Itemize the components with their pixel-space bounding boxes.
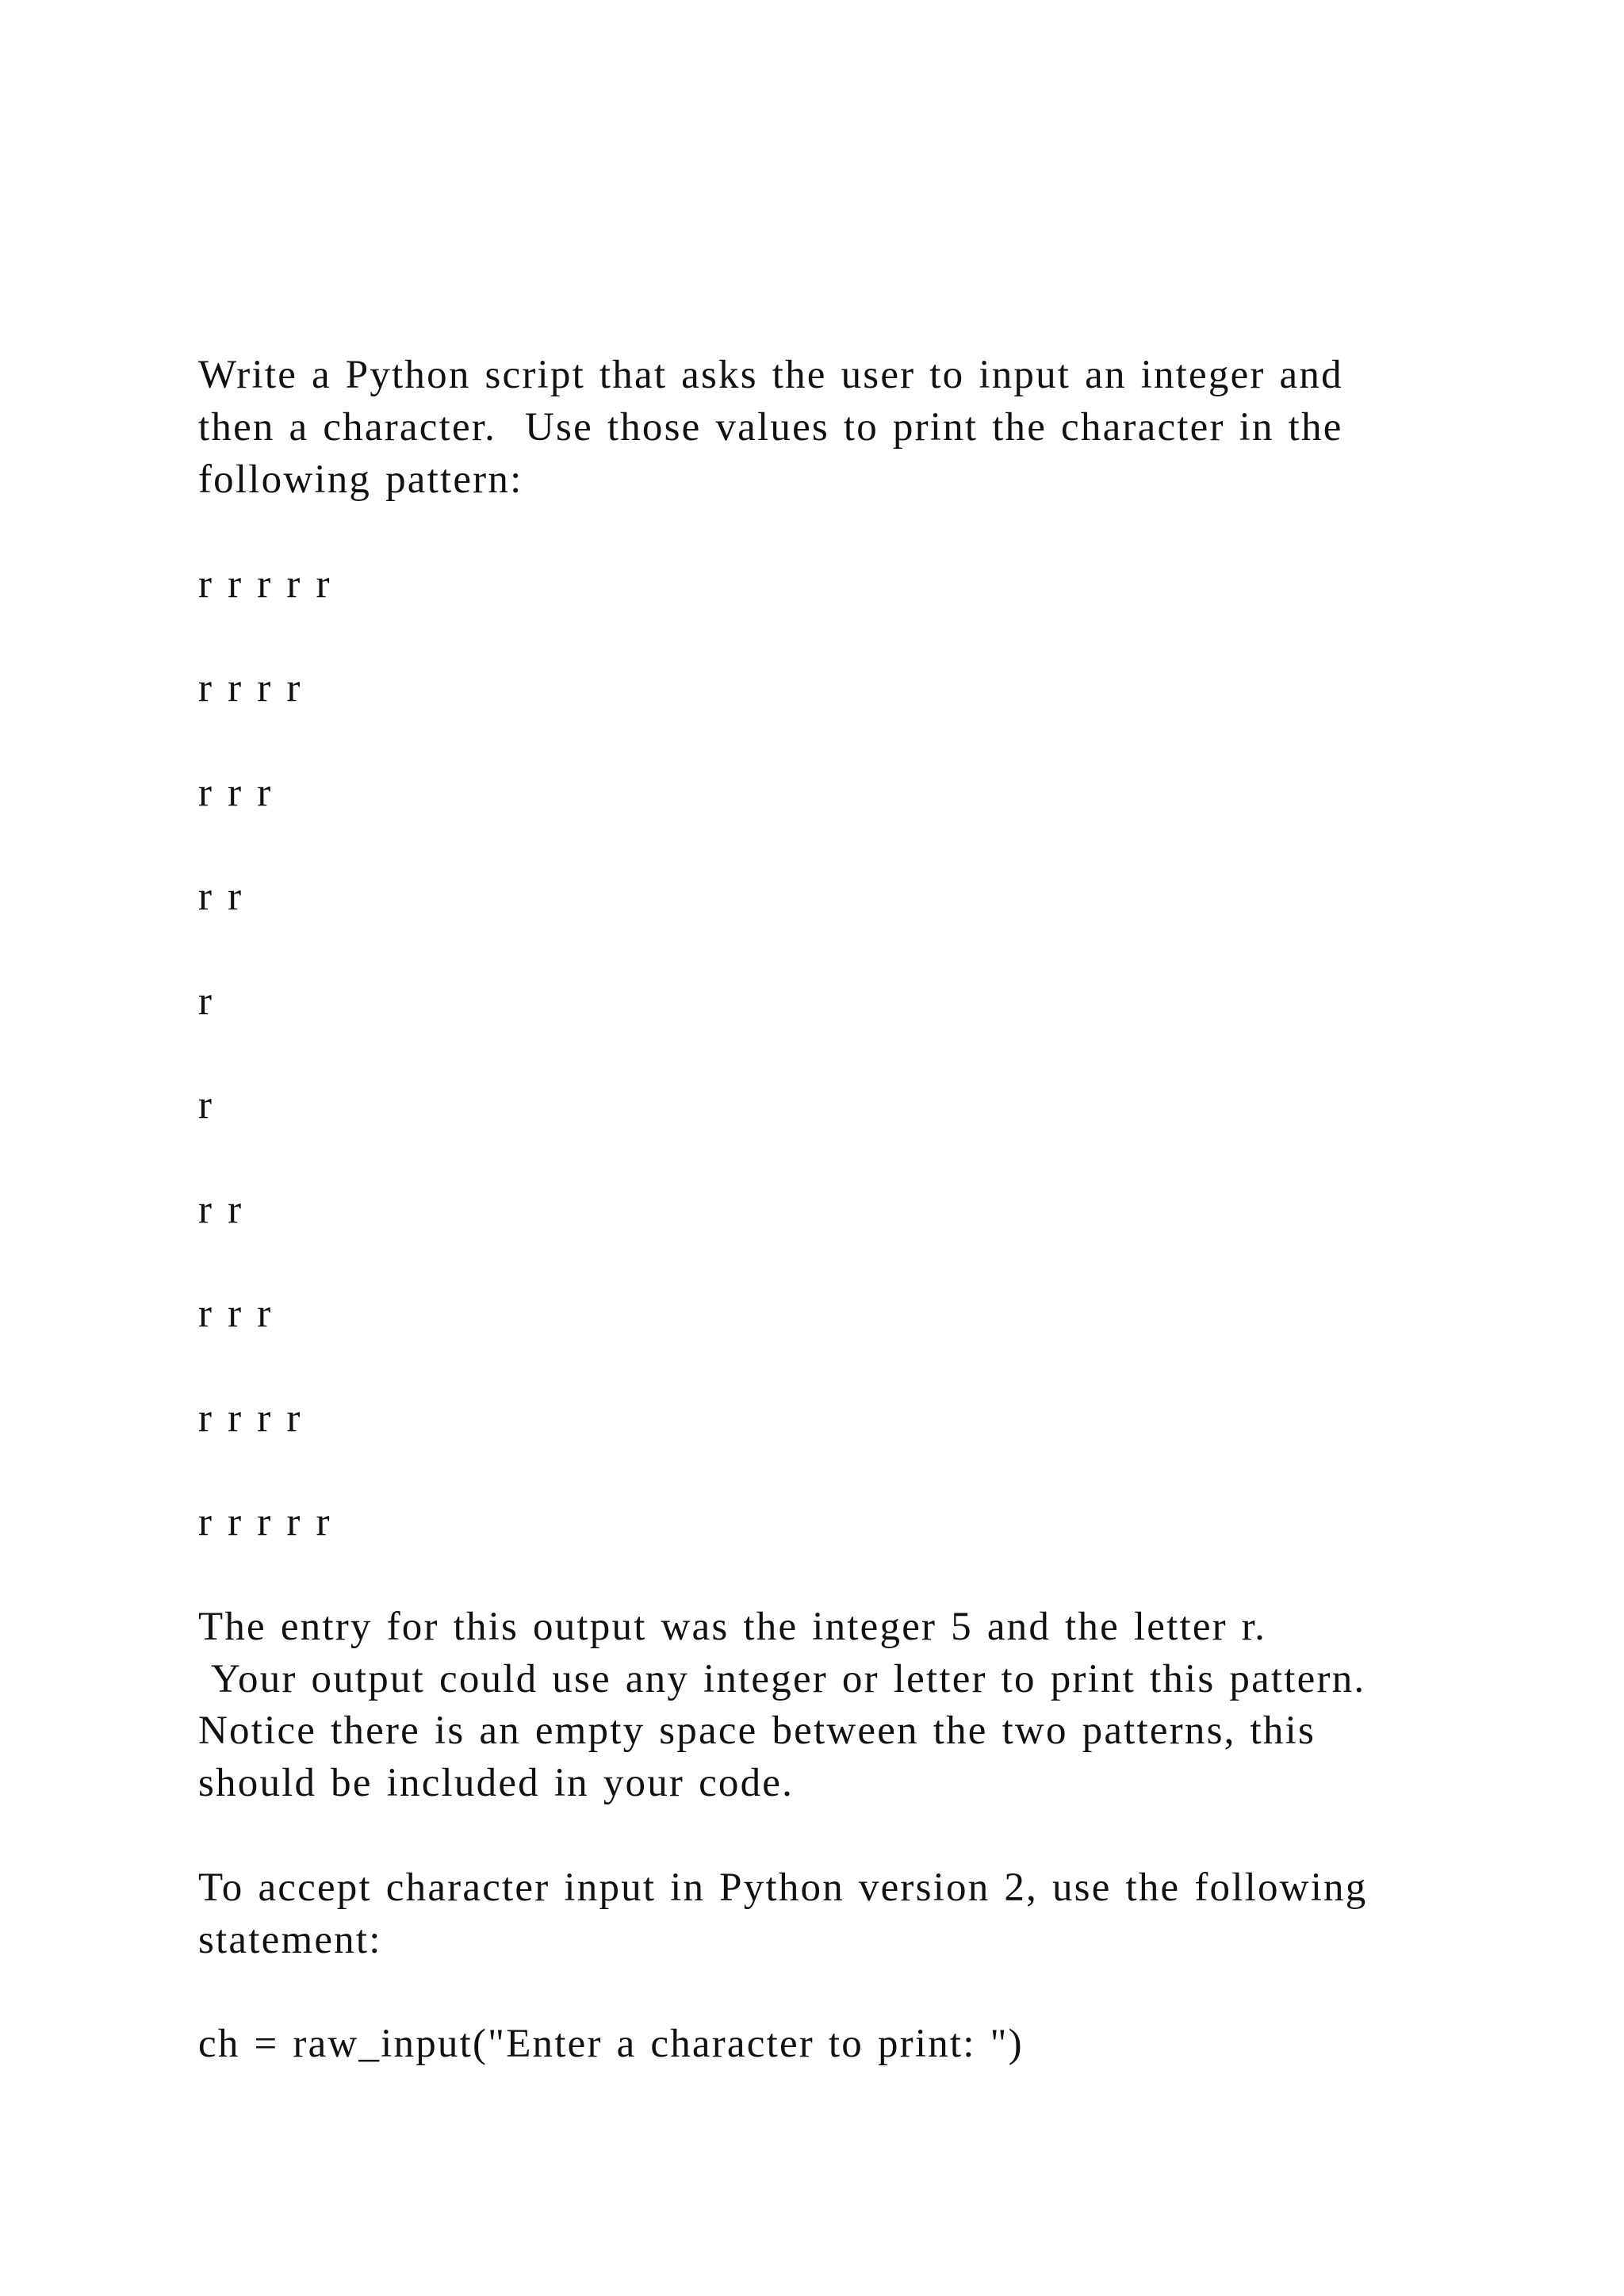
intro-line-2: then a character. Use those values to print the character in the xyxy=(198,405,1343,450)
intro-line-1: Write a Python script that asks the user to input an integer and xyxy=(198,353,1343,397)
pattern-row: r r r xyxy=(198,1292,273,1336)
code-statement: ch = raw_input("Enter a character to print: ") xyxy=(198,2022,1024,2066)
instruction-line-2: statement: xyxy=(198,1918,382,1962)
pattern-row: r r r r r xyxy=(198,1500,331,1544)
note-line-4: should be included in your code. xyxy=(198,1761,795,1805)
note-line-1: The entry for this output was the integer 5 and the letter r. xyxy=(198,1605,1267,1649)
pattern-row: r r r xyxy=(198,771,273,815)
instruction-line-1: To accept character input in Python version 2, use the following xyxy=(198,1866,1368,1910)
pattern-row: r r r r r xyxy=(198,562,331,607)
pattern-row: r xyxy=(198,979,214,1024)
pattern-row: r xyxy=(198,1083,214,1127)
pattern-row: r r xyxy=(198,874,243,919)
note-line-2: Your output could use any integer or letter to print this pattern. xyxy=(198,1657,1366,1701)
intro-line-3: following pattern: xyxy=(198,457,523,502)
pattern-row: r r r r xyxy=(198,1396,302,1441)
note-line-3: Notice there is an empty space between the two patterns, this xyxy=(198,1709,1316,1753)
pattern-row: r r xyxy=(198,1188,243,1232)
pattern-row: r r r r xyxy=(198,666,302,710)
